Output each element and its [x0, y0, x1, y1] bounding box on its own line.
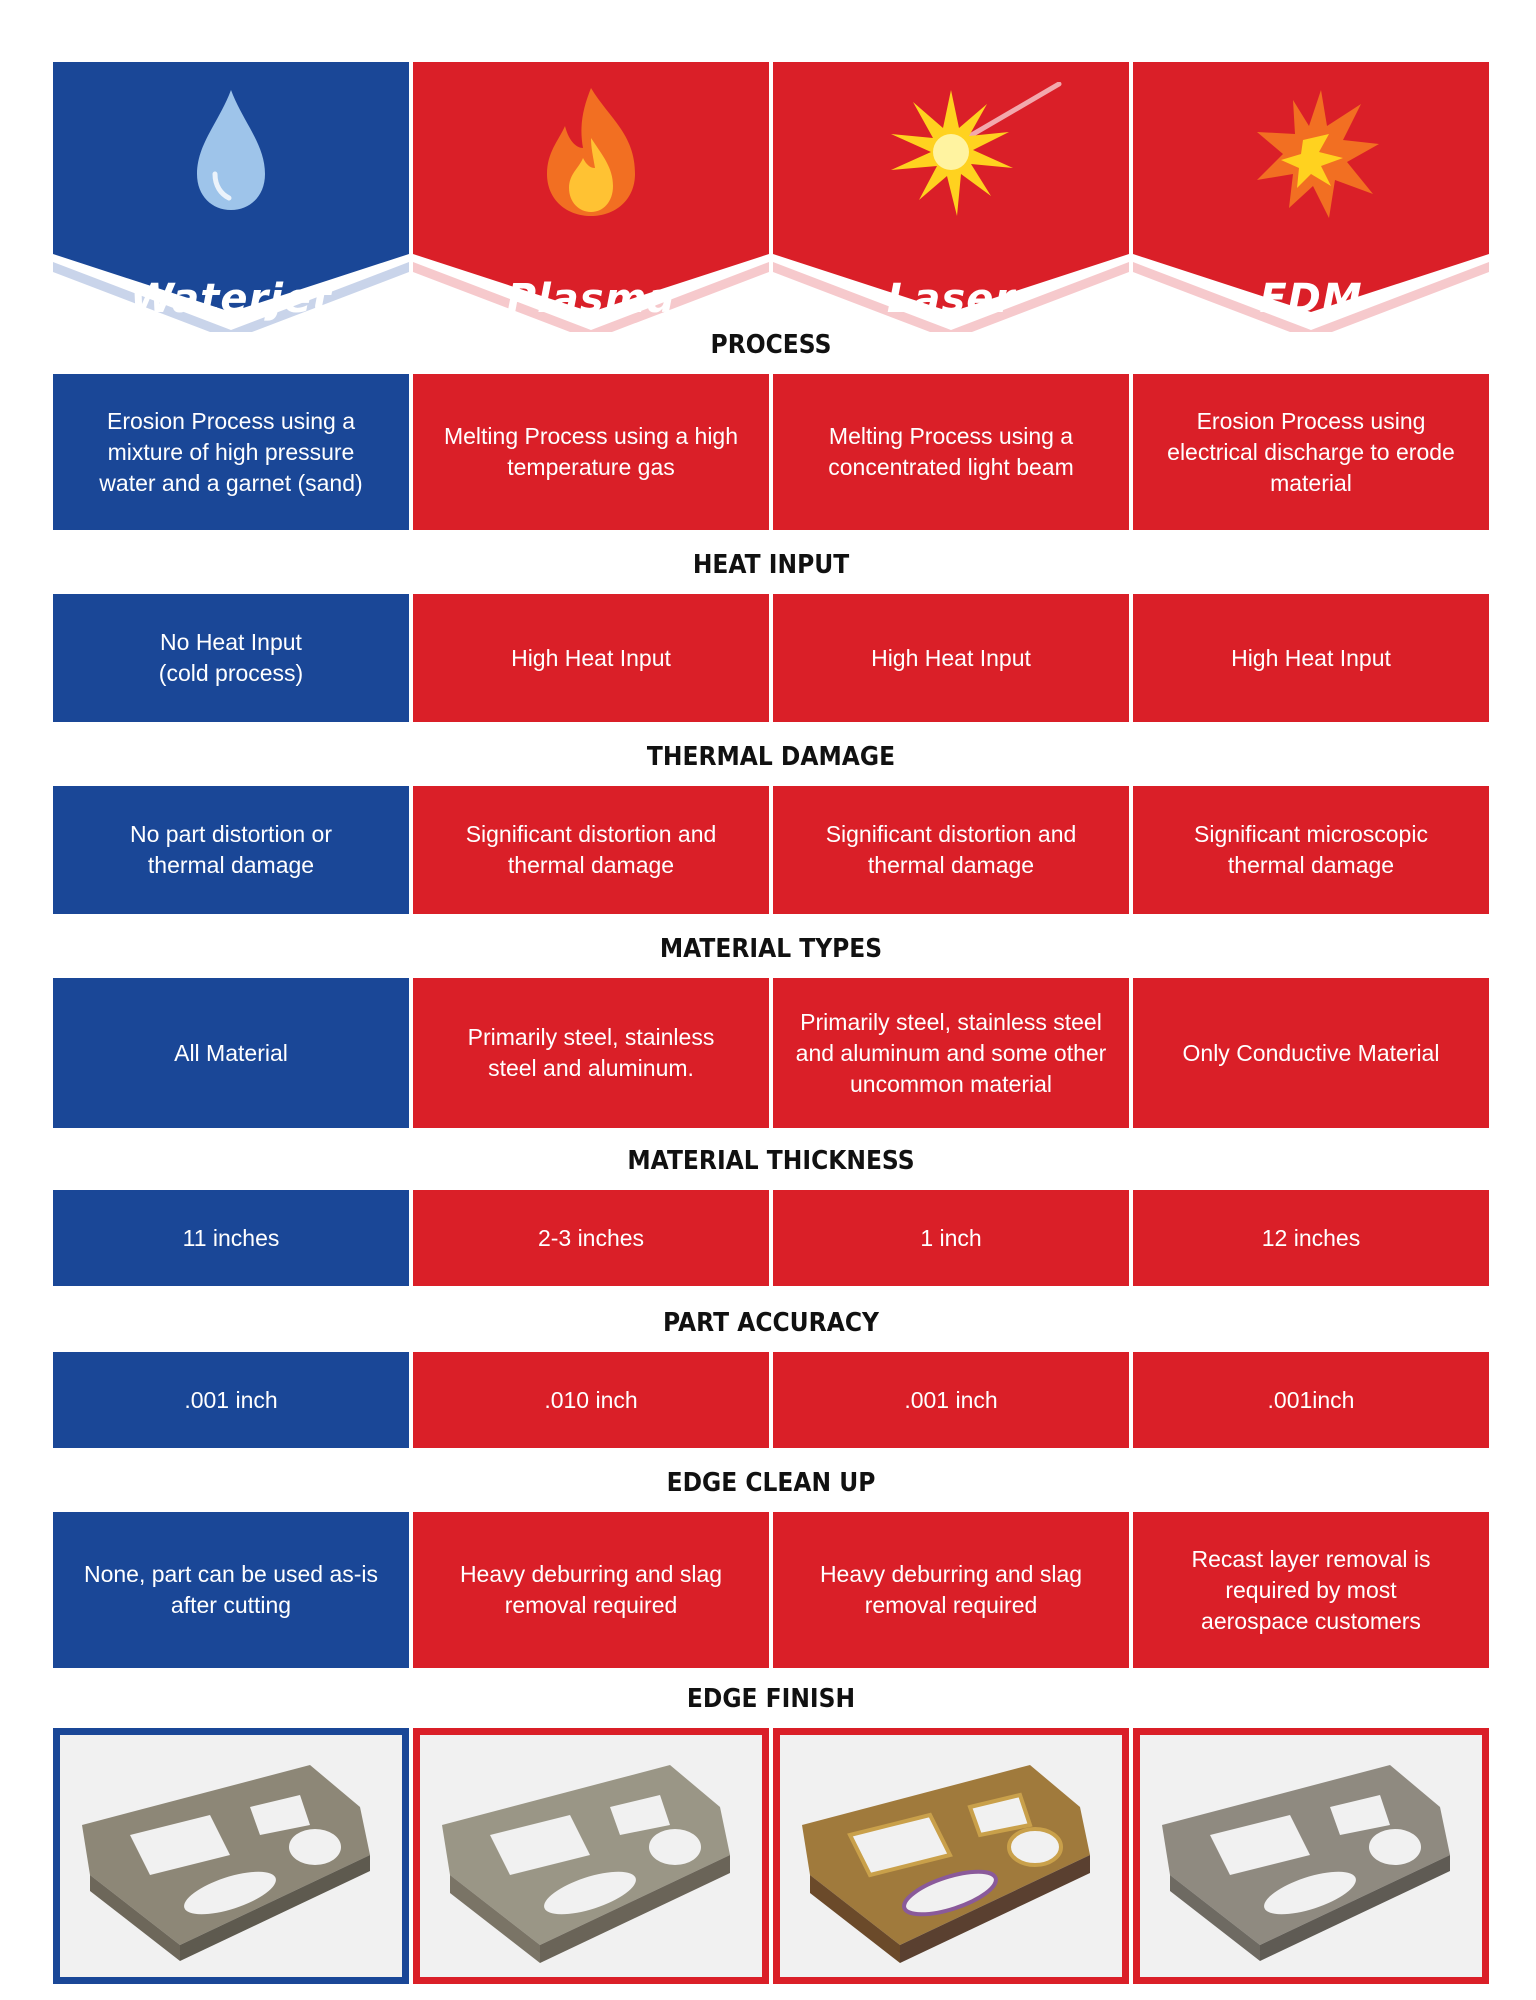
section-title-edge-clean-up: EDGE CLEAN UP [666, 1468, 876, 1498]
water-drop-icon [53, 82, 409, 242]
heat-input-cell-laser: High Heat Input [773, 594, 1129, 722]
material-types-cell-waterjet: All Material [53, 978, 409, 1128]
section-title-heat-input: HEAT INPUT [692, 550, 850, 580]
process-cell-waterjet: Erosion Process using a mixture of high pressure water and a garnet (sand) [53, 374, 409, 530]
edge-clean-up-cell-laser: Heavy deburring and slag removal required [773, 1512, 1129, 1668]
section-title-process: PROCESS [710, 330, 832, 360]
column-title-plasma: Plasma [506, 276, 676, 322]
heat-input-cell-waterjet: No Heat Input (cold process) [53, 594, 409, 722]
part-accuracy-cell-plasma: .010 inch [413, 1352, 769, 1448]
thermal-damage-cell-plasma: Significant distortion and thermal damage [413, 786, 769, 914]
section-title-thermal-damage: THERMAL DAMAGE [646, 742, 896, 772]
section-title-edge-finish: EDGE FINISH [686, 1684, 856, 1714]
flame-icon [413, 82, 769, 242]
edge-finish-photo-laser [773, 1728, 1129, 1984]
material-thickness-cell-laser: 1 inch [773, 1190, 1129, 1286]
material-thickness-cell-edm: 12 inches [1133, 1190, 1489, 1286]
thermal-damage-cell-edm: Significant microscopic thermal damage [1133, 786, 1489, 914]
part-accuracy-cell-laser: .001 inch [773, 1352, 1129, 1448]
material-types-cell-laser: Primarily steel, stainless steel and aluminum and some other uncommon material [773, 978, 1129, 1128]
column-title-laser: Laser [886, 276, 1016, 322]
banner-waterjet [53, 62, 409, 332]
material-types-cell-plasma: Primarily steel, stainless steel and aluminum. [413, 978, 769, 1128]
laser-burst-icon [773, 82, 1129, 242]
spark-burst-icon [1133, 82, 1489, 242]
edge-finish-photo-waterjet [53, 1728, 409, 1984]
thermal-damage-cell-laser: Significant distortion and thermal damage [773, 786, 1129, 914]
process-cell-laser: Melting Process using a concentrated light beam [773, 374, 1129, 530]
section-title-material-types: MATERIAL TYPES [659, 934, 883, 964]
section-title-part-accuracy: PART ACCURACY [663, 1308, 879, 1338]
material-thickness-cell-waterjet: 11 inches [53, 1190, 409, 1286]
material-types-cell-edm: Only Conductive Material [1133, 978, 1489, 1128]
banner-plasma [413, 62, 769, 332]
section-title-material-thickness: MATERIAL THICKNESS [627, 1146, 915, 1176]
process-cell-edm: Erosion Process using electrical discharge to erode material [1133, 374, 1489, 530]
edge-finish-photo-plasma [413, 1728, 769, 1984]
heat-input-cell-edm: High Heat Input [1133, 594, 1489, 722]
edge-clean-up-cell-plasma: Heavy deburring and slag removal required [413, 1512, 769, 1668]
column-title-edm: EDM [1259, 276, 1363, 322]
part-accuracy-cell-edm: .001inch [1133, 1352, 1489, 1448]
banner-edm [1133, 62, 1489, 332]
edge-clean-up-cell-waterjet: None, part can be used as-is after cutting [53, 1512, 409, 1668]
edge-clean-up-cell-edm: Recast layer removal is required by most aerospace customers [1133, 1512, 1489, 1668]
column-title-waterjet: Waterjet [129, 276, 333, 322]
part-accuracy-cell-waterjet: .001 inch [53, 1352, 409, 1448]
process-cell-plasma: Melting Process using a high temperature gas [413, 374, 769, 530]
edge-finish-photo-edm [1133, 1728, 1489, 1984]
material-thickness-cell-plasma: 2-3 inches [413, 1190, 769, 1286]
thermal-damage-cell-waterjet: No part distortion or thermal damage [53, 786, 409, 914]
banner-laser [773, 62, 1129, 332]
heat-input-cell-plasma: High Heat Input [413, 594, 769, 722]
